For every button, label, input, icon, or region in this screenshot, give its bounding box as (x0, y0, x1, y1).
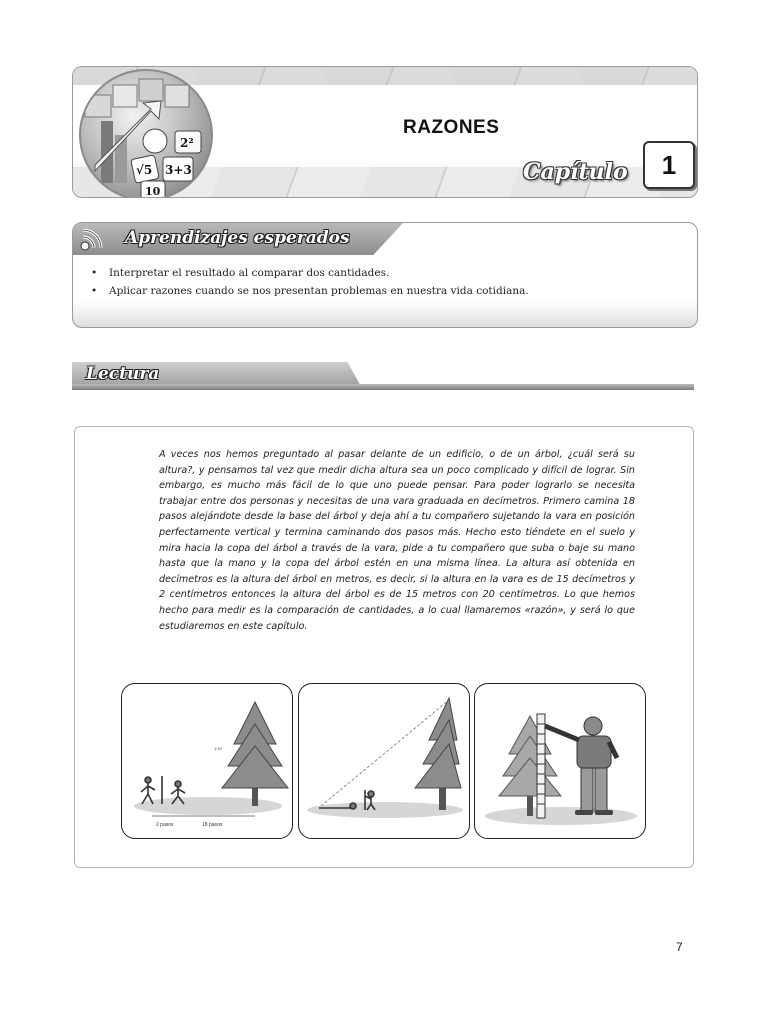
reading-section-title: Lectura (86, 364, 160, 384)
learning-objective-item: • Aplicar razones cuando se nos presentan problemas en nuestra vida cotidiana. (91, 285, 529, 297)
emblem-glyph-1: √5 (136, 163, 153, 177)
chapter-title: RAZONES (403, 117, 500, 138)
chapter-label: Capítulo (523, 159, 628, 185)
pine-tree-illustration (415, 698, 461, 810)
chapter-header (72, 66, 698, 198)
learning-objectives-box (72, 222, 698, 328)
chapter-number: 1 (661, 150, 677, 180)
illustration-panel-sighting (298, 683, 470, 839)
illustration-panel-measuring (474, 683, 646, 839)
emblem-glyph-2: 3+3 (165, 163, 192, 177)
reading-paragraph: A veces nos hemos preguntado al pasar delante de un edificio, o de un árbol, ¿cuál será su altura?, y pensamos tal vez que medir dicha altura sea un poco complicado y difícil de lograr. Sin embargo, es mucho más fácil de lo que uno puede pensar. Para poder lograrlo se necesita trabajar entre dos personas y necesitas de una vara graduada en decímetros. Primero camina 18 pasos alejándote desde la base del árbol y deja ahí a tu compañero sujetando la vara en posición perfectamente vertical y termina caminando dos pasos más. Hecho esto tiéndete en el suelo y mira hacia la copa del árbol a través de la vara, pide a tu compañero que suba o baje su mano hasta que la mano y la copa del árbol estén en una misma línea. La altura así obtenida en decímetros es la altura del árbol en metros, es decir, si la altura en la vara es de 15 decímetros y 2 centímetros entonces la altura del árbol es de 15 metros con 20 centímetros. Lo que hemos hecho para medir es la comparación de cantidades, a lo cual llamaremos «razón», y será lo que estudiaremos en este capítulo. (159, 449, 635, 632)
learning-objective-item: • Interpretar el resultado al comparar dos cantidades. (91, 267, 529, 279)
distance-label-18-steps: 18 pasos (202, 822, 223, 828)
reading-box (74, 426, 694, 868)
reading-section-rule (72, 384, 694, 390)
chapter-number-badge (643, 141, 695, 189)
standing-man-illustration (545, 717, 617, 815)
learning-objectives-list (91, 267, 529, 303)
graduated-rod-illustration (537, 714, 545, 818)
math-emblem-image (79, 69, 213, 198)
reading-section-header (72, 362, 694, 392)
learning-objectives-title: Aprendizajes esperados (125, 228, 350, 248)
pine-tree-illustration (222, 702, 288, 806)
emblem-glyph-0: 2² (180, 136, 194, 150)
page-number: 7 (676, 940, 683, 954)
distance-label-2-steps: 2 pasos (156, 822, 174, 828)
rss-icon (79, 226, 109, 252)
scale-label: 1:10 (214, 746, 222, 751)
illustration-panel-pacing (121, 683, 293, 839)
emblem-glyph-3: 10 (145, 185, 161, 198)
